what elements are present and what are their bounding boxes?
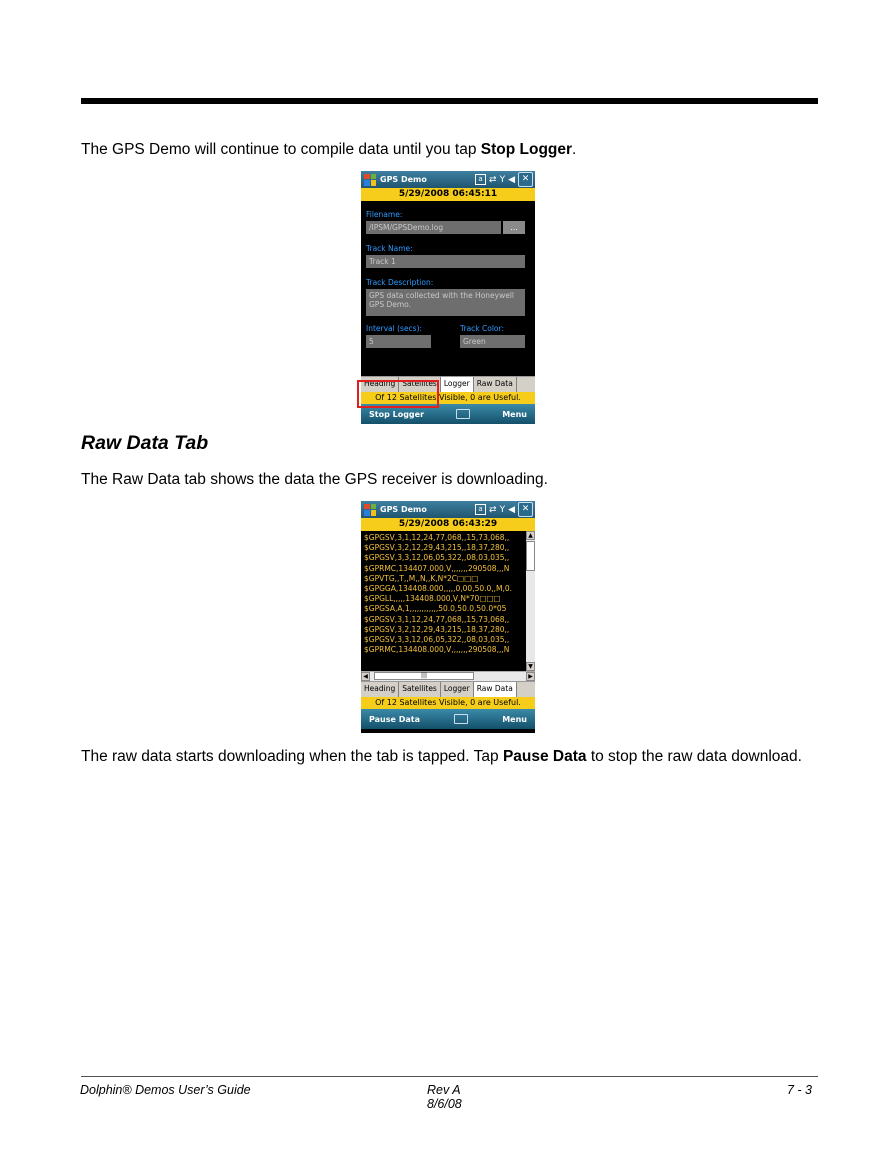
close-icon[interactable]: ✕: [518, 502, 533, 517]
tab-strip: [361, 681, 535, 697]
scroll-down-icon[interactable]: ▼: [526, 662, 535, 671]
scroll-right-icon[interactable]: ▶: [526, 672, 535, 681]
filename-label: Filename:: [366, 210, 403, 219]
para-text: The raw data starts downloading when the tab is tapped. Tap: [81, 748, 503, 765]
intro-paragraph: [81, 141, 576, 159]
nmea-line: $GPGSV,3,2,12,29,43,215,,18,37,280,,: [364, 543, 510, 553]
nmea-line: $GPGSV,3,1,12,24,77,068,,15,73,068,,: [364, 614, 510, 624]
footer-date: 8/6/08: [427, 1097, 462, 1111]
scroll-left-icon[interactable]: ◀: [361, 672, 370, 681]
nmea-line: $GPGGA,134408.000,,,,,0,00,50.0,,M,0.: [364, 584, 513, 594]
para-text: The GPS Demo will continue to compile data until you tap: [81, 141, 481, 158]
signal-off-icon[interactable]: Y: [499, 504, 506, 515]
softkey-bar: [361, 709, 535, 729]
satellite-status: Of 12 Satellites Visible, 0 are Useful.: [361, 392, 535, 404]
tab-logger[interactable]: Logger: [441, 682, 474, 697]
track-name-field[interactable]: Track 1: [366, 255, 525, 268]
app-title: GPS Demo: [380, 175, 427, 184]
volume-icon[interactable]: ◀: [508, 174, 515, 185]
nmea-line: $GPGLL,,,,,134408.000,V,N*70□□□: [364, 594, 501, 604]
tab-heading[interactable]: Heading: [361, 377, 399, 392]
top-rule: [81, 98, 818, 104]
pause-data-emphasis: Pause Data: [502, 748, 587, 765]
datetime-bar: 5/29/2008 06:43:29: [361, 518, 535, 531]
nmea-lines: [364, 533, 524, 655]
app-title: GPS Demo: [380, 505, 427, 514]
footer-guide-title: Dolphin® Demos User’s Guide: [80, 1083, 251, 1097]
nmea-line: $GPGSV,3,3,12,06,05,322,,08,03,035,,: [364, 635, 510, 645]
nmea-line: $GPVTG,,T,,M,,N,,K,N*2C□□□: [364, 573, 479, 583]
scroll-thumb[interactable]: [526, 541, 535, 571]
stop-logger-highlight: [357, 380, 439, 408]
nmea-line: $GPRMC,134408.000,V,,,,,,,290508,,,N: [364, 645, 510, 655]
horizontal-scrollbar[interactable]: [361, 671, 535, 681]
stop-logger-softkey[interactable]: Stop Logger: [369, 409, 425, 419]
section-heading: Raw Data Tab: [81, 432, 209, 454]
logger-screenshot: [361, 171, 535, 419]
satellite-status: Of 12 Satellites Visible, 0 are Useful.: [361, 697, 535, 709]
tab-satellites[interactable]: Satellites: [399, 682, 441, 697]
nmea-line: $GPGSA,A,1,,,,,,,,,,,,50.0,50.0,50.0*05: [364, 604, 507, 614]
input-mode-icon[interactable]: a: [475, 504, 486, 515]
title-bar: [361, 501, 535, 518]
interval-label: Interval (secs):: [366, 324, 423, 333]
stop-logger-emphasis: Stop Logger: [480, 141, 573, 158]
tab-raw-data[interactable]: Raw Data: [474, 377, 517, 392]
tab-heading[interactable]: Heading: [361, 682, 399, 697]
track-description-label: Track Description:: [366, 278, 434, 287]
keyboard-icon[interactable]: [456, 409, 470, 419]
filename-field[interactable]: /IPSM/GPSDemo.log: [366, 221, 501, 234]
tab-logger[interactable]: Logger: [441, 377, 474, 392]
windows-start-icon[interactable]: [364, 174, 376, 186]
para-text: .: [572, 141, 577, 158]
signal-off-icon[interactable]: Y: [499, 174, 506, 185]
input-mode-icon[interactable]: a: [475, 174, 486, 185]
menu-softkey[interactable]: Menu: [502, 409, 527, 419]
nmea-line: $GPRMC,134407.000,V,,,,,,,290508,,,N: [364, 563, 510, 573]
nmea-line: $GPGSV,3,3,12,06,05,322,,08,03,035,,: [364, 553, 510, 563]
browse-button[interactable]: ...: [503, 221, 525, 234]
close-icon[interactable]: ✕: [518, 172, 533, 187]
connectivity-icon[interactable]: ⇄: [489, 504, 497, 515]
connectivity-icon[interactable]: ⇄: [489, 174, 497, 185]
raw-data-paragraph: The Raw Data tab shows the data the GPS receiver is downloading.: [81, 471, 548, 488]
closing-paragraph: [81, 748, 802, 766]
tab-satellites[interactable]: Satellites: [399, 377, 441, 392]
title-bar: [361, 171, 535, 188]
interval-field[interactable]: 5: [366, 335, 431, 348]
track-description-field[interactable]: GPS data collected with the Honeywell GPS Demo.: [366, 289, 525, 316]
footer-rule: [81, 1076, 818, 1077]
scroll-up-icon[interactable]: ▲: [526, 531, 535, 540]
pause-data-softkey[interactable]: Pause Data: [369, 714, 420, 724]
logger-form: [361, 201, 535, 376]
track-color-field[interactable]: Green: [460, 335, 525, 348]
keyboard-icon[interactable]: [454, 714, 468, 724]
track-color-label: Track Color:: [460, 324, 504, 333]
vertical-scrollbar[interactable]: [526, 531, 535, 671]
datetime-bar: 5/29/2008 06:45:11: [361, 188, 535, 201]
footer-page-number: 7 - 3: [787, 1083, 813, 1097]
footer-rev: Rev A: [427, 1083, 461, 1097]
nmea-line: $GPGSV,3,2,12,29,43,215,,18,37,280,,: [364, 624, 510, 634]
footer-revision: [427, 1083, 462, 1111]
track-name-label: Track Name:: [366, 244, 413, 253]
raw-data-view[interactable]: [361, 531, 535, 671]
raw-data-screenshot: [361, 501, 535, 733]
volume-icon[interactable]: ◀: [508, 504, 515, 515]
para-text: to stop the raw data download.: [586, 748, 802, 765]
nmea-line: $GPGSV,3,1,12,24,77,068,,15,73,068,,: [364, 533, 510, 542]
h-scroll-thumb[interactable]: |||: [374, 672, 474, 680]
windows-start-icon[interactable]: [364, 504, 376, 516]
tab-raw-data[interactable]: Raw Data: [474, 682, 517, 697]
menu-softkey[interactable]: Menu: [502, 714, 527, 724]
